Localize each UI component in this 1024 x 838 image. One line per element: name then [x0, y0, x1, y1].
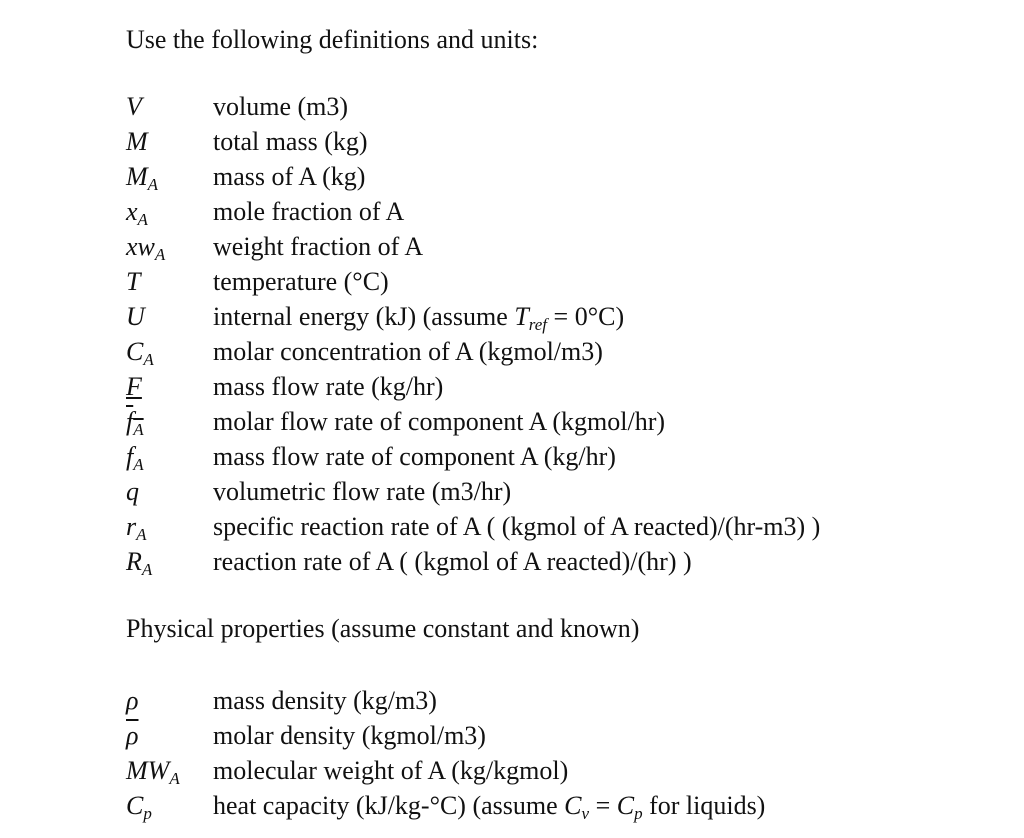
symbol: ρ	[126, 686, 139, 715]
description: specific reaction rate of A ( (kgmol of A reacted)/(hr-m3) )	[213, 512, 821, 541]
symbol: $x_A$	[126, 197, 148, 229]
symbol: $r_A$	[126, 512, 147, 544]
symbol: $C_A$	[126, 337, 154, 369]
symbol: $\overline{\rho}$	[126, 721, 139, 750]
description: temperature (°C)	[213, 267, 389, 296]
definition-row-weight-fraction	[0, 230, 1024, 264]
description: internal energy (kJ) (assume $T_{ref} = 0^\circ C$)	[213, 302, 625, 334]
definition-row-internal-energy	[0, 300, 1024, 334]
description: mole fraction of A	[213, 197, 405, 226]
definition-row-mass-of-a	[0, 160, 1024, 194]
description: mass flow rate of component A (kg/hr)	[213, 442, 616, 471]
symbol: q	[126, 477, 139, 506]
symbol: T	[126, 267, 141, 296]
definition-row-component-mass-flow	[0, 440, 1024, 474]
description: volumetric flow rate (m3/hr)	[213, 477, 512, 506]
symbol: $xw_A$	[126, 232, 166, 264]
definition-row-volume	[0, 90, 1024, 124]
symbol: V	[126, 92, 142, 121]
description: total mass (kg)	[213, 127, 368, 156]
definition-row-specific-reaction-rate	[0, 510, 1024, 544]
description: volume (m3)	[213, 92, 349, 121]
definition-row-volumetric-flow	[0, 475, 1024, 509]
symbol: U	[126, 302, 145, 331]
symbol: M	[126, 127, 148, 156]
definition-row-total-mass	[0, 125, 1024, 159]
description: weight fraction of A	[213, 232, 424, 261]
property-row-heat-capacity	[0, 789, 1024, 823]
symbol: $C_p$	[126, 791, 152, 823]
symbol: $R_A$	[126, 547, 153, 579]
description: reaction rate of A ( (kgmol of A reacted)/(hr) )	[213, 547, 692, 576]
property-row-molecular-weight	[0, 754, 1024, 788]
property-row-mass-density	[0, 684, 1024, 718]
description: heat capacity (kJ/kg-°C) (assume $C_v = C_p$ for liquids)	[213, 791, 766, 823]
definition-row-molar-flow-rate	[0, 405, 1024, 439]
description: mass density (kg/m3)	[213, 686, 437, 715]
symbol: $f_A$	[126, 407, 144, 439]
definition-row-temperature	[0, 265, 1024, 299]
description: mass of A (kg)	[213, 162, 366, 191]
definition-row-mass-flow-rate	[0, 370, 1024, 404]
symbol: F	[126, 372, 142, 401]
description: molar flow rate of component A (kgmol/hr)	[213, 407, 666, 436]
description: mass flow rate (kg/hr)	[213, 372, 444, 401]
description: molar concentration of A (kgmol/m3)	[213, 337, 603, 366]
intro-heading: Use the following definitions and units:	[126, 25, 539, 54]
definition-row-molar-concentration	[0, 335, 1024, 369]
symbol: $M_A$	[126, 162, 159, 194]
symbol: $f_A$	[126, 442, 144, 474]
property-row-molar-density	[0, 719, 1024, 753]
physical-properties-heading: Physical properties (assume constant and known)	[126, 614, 640, 643]
symbol: $MW_A$	[126, 756, 180, 788]
definition-row-reaction-rate	[0, 545, 1024, 579]
description: molecular weight of A (kg/kgmol)	[213, 756, 569, 785]
description: molar density (kgmol/m3)	[213, 721, 486, 750]
definition-row-mole-fraction	[0, 195, 1024, 229]
